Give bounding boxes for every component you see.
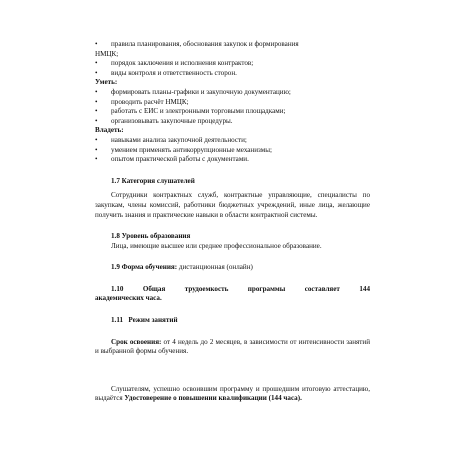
section-1-9: [95, 263, 370, 273]
list-item: [95, 98, 370, 108]
section-heading-1-11: 1.11 Режим занятий: [111, 316, 178, 325]
list-item: [95, 155, 370, 165]
own-heading: Владеть:: [95, 126, 124, 135]
list-item-text: опытом практической работы с документами.: [111, 155, 249, 164]
bullet: •: [95, 155, 98, 164]
list-item: [95, 59, 370, 69]
final-text: Слушателям, успешно освоившим программу и прошедшим итоговую аттестацию, выдаётся: [95, 384, 370, 403]
bullet: •: [95, 116, 98, 125]
section-1-10: [95, 285, 370, 304]
list-item-text: работать с ЕИС и электронными торговыми площадками;: [111, 107, 286, 116]
bullet: •: [95, 135, 98, 144]
section-1-10-line2: академических часа.: [95, 294, 162, 303]
list-item: [95, 69, 370, 79]
list-item-text: навыками анализа закупочной деятельности;: [111, 135, 247, 144]
bullet: •: [95, 145, 98, 154]
section-value-1-9: дистанционная (онлайн): [177, 263, 253, 272]
list-item: [95, 117, 370, 127]
list-item: [95, 107, 370, 117]
bullet: •: [95, 40, 98, 48]
list-item-text: проводить расчёт НМЦК;: [111, 97, 189, 106]
section-heading-1-8: 1.8 Уровень образования: [111, 232, 191, 241]
bullet: •: [95, 107, 98, 116]
section-1-10-line1: 1.10 Общая трудоемкость программы составляет 144: [111, 284, 370, 293]
srok-label: Срок освоения:: [111, 337, 162, 346]
list-item: [95, 40, 370, 50]
list-item-text: порядок заключения и исполнения контрактов;: [111, 59, 254, 68]
list-item-text: виды контроля и ответственность сторон.: [111, 68, 237, 77]
srok-paragraph: [95, 338, 370, 357]
section-text-1-8: Лица, имеющие высшее или среднее профессиональное образование.: [111, 241, 322, 250]
bullet: •: [95, 59, 98, 68]
final-paragraph: [95, 385, 370, 404]
list-item: [95, 136, 370, 146]
bullet: •: [95, 87, 98, 96]
list-item-continuation: НМЦК;: [95, 49, 119, 58]
certificate-text: Удостоверение о повышении квалификации (144 часа).: [124, 394, 302, 403]
list-item-text: организовывать закупочные процедуры.: [111, 116, 233, 125]
list-item: [95, 146, 370, 156]
bullet: •: [95, 97, 98, 106]
list-item-text: правила планирования, обоснования закупок и формирования: [111, 40, 299, 48]
list-item-text: умением применять антикоррупционные механизмы;: [111, 145, 272, 154]
bullet: •: [95, 68, 98, 77]
section-text-1-7: Сотрудники контрактных служб, контрактные управляющие, специалисты по закупкам, члены комиссий, работники бюджетных учреждений, иные лица, желающие получить знания и практические навыки в области контрактной системы.: [95, 191, 370, 219]
section-heading-1-7: 1.7 Категория слушателей: [111, 176, 195, 185]
section-label-1-9: 1.9 Форма обучения:: [111, 263, 178, 272]
srok-text: от 4 недель до 2 месяцев, в зависимости от интенсивности занятий и выбранной формы обучения.: [95, 337, 370, 356]
skills-heading: Уметь:: [95, 78, 118, 87]
list-item: [95, 88, 370, 98]
list-item-text: формировать планы-графики и закупочную документацию;: [111, 87, 291, 96]
